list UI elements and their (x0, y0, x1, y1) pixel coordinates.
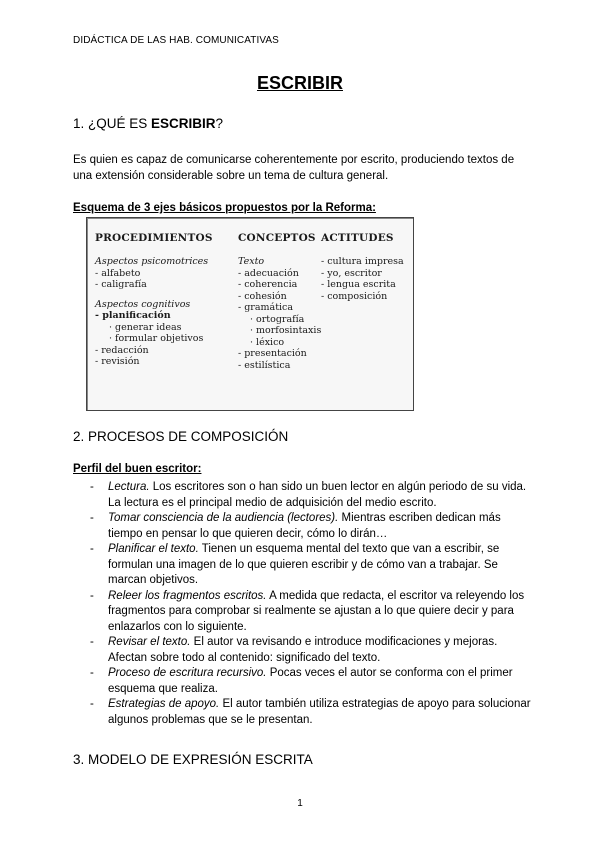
actitud-item: - lengua escrita (321, 279, 396, 290)
revision-item: - revisión (95, 356, 140, 367)
section-2-heading: 2. PROCESOS DE COMPOSICIÓN (73, 429, 289, 444)
redaccion-item: - redacción (95, 344, 149, 356)
esquema-heading: Esquema de 3 ejes básicos propuestos por la Reforma: (73, 202, 376, 214)
texto-label: Texto (238, 256, 265, 267)
actitud-item: - cultura impresa (321, 256, 404, 267)
concepto-item: - estilística (238, 359, 291, 371)
concepto-item: - cohesión (238, 290, 287, 302)
procedimientos-title: PROCEDIMIENTOS (95, 232, 213, 244)
page-number: 1 (297, 798, 303, 809)
concepto-item: - presentación (238, 348, 307, 359)
esquema-scan-figure (86, 217, 414, 411)
gramatica-subitem: · ortografía (250, 313, 305, 325)
list-item: - Proceso de escritura recursivo. Pocas veces el autor se conforma con el primer esquema que realiza. (90, 667, 513, 695)
perfil-heading: Perfil del buen escritor: (73, 463, 202, 475)
page-title: ESCRIBIR (256, 73, 343, 93)
page-header: DIDÁCTICA DE LAS HAB. COMUNICATIVAS (73, 35, 279, 46)
concepto-item: - adecuación (238, 267, 299, 279)
list-item: - Revisar el texto. El autor va revisando e introduce modificaciones y mejoras. Afectan sobre todo al contenido: significado del texto. (90, 636, 498, 664)
conceptos-column (238, 232, 321, 371)
list-item: - Estrategias de apoyo. El autor también utiliza estrategias de apoyo para solucionar algunos problemas que se le presentan. (90, 698, 531, 726)
perfil-list (73, 480, 533, 728)
psico-item: - caligrafía (95, 279, 147, 290)
gramatica-subitem: · léxico (250, 336, 285, 348)
actitudes-title: ACTITUDES (321, 232, 394, 244)
section-1-paragraph: Es quien es capaz de comunicarse coherentemente por escrito, produciendo textos de una extensión considerable sobre un tema de cultura general. (73, 154, 515, 182)
list-item: - Tomar consciencia de la audiencia (lectores). Mientras escriben dedican más tiempo en pensar lo que quieren decir, cómo lo dirán… (90, 512, 501, 540)
psico-item: - alfabeto (95, 267, 141, 279)
list-item: - Releer los fragmentos escritos. A medida que redacta, el escritor va releyendo los fragmentos para comprobar si realmente se ajustan a lo que quiere decir y para enlazarlos con lo siguiente. (90, 589, 525, 633)
actitud-item: - yo, escritor (321, 267, 382, 279)
planificacion-item: - planificación (95, 310, 171, 321)
list-item: - Lectura. Los escritores son o han sido un buen lector en algún periodo de su vida. La lectura es el principal medio de adquisición del medio escrito. (90, 481, 527, 509)
psicomotrices-label: Aspectos psicomotrices (95, 256, 209, 267)
section-1-heading: 1. ¿QUÉ ES ESCRIBIR? (73, 116, 224, 131)
plan-subitem: · formular objetivos (109, 333, 204, 344)
plan-subitem: · generar ideas (109, 321, 182, 333)
concepto-item: - coherencia (238, 279, 298, 290)
concepto-item: - gramática (238, 302, 294, 313)
cognitivos-label: Aspectos cognitivos (95, 298, 191, 310)
conceptos-title: CONCEPTOS (238, 232, 316, 244)
section-3-heading: 3. MODELO DE EXPRESIÓN ESCRITA (73, 752, 313, 767)
procedimientos-column (95, 232, 213, 368)
list-item: - Planificar el texto. Tienen un esquema mental del texto que van a escribir, se formulan una imagen de lo que quieren escribir y de cómo van a trabajar. Se marcan objetivos. (90, 543, 500, 586)
actitud-item: - composición (321, 290, 388, 302)
gramatica-subitem: · morfosintaxis (250, 325, 322, 336)
actitudes-column (321, 232, 404, 302)
